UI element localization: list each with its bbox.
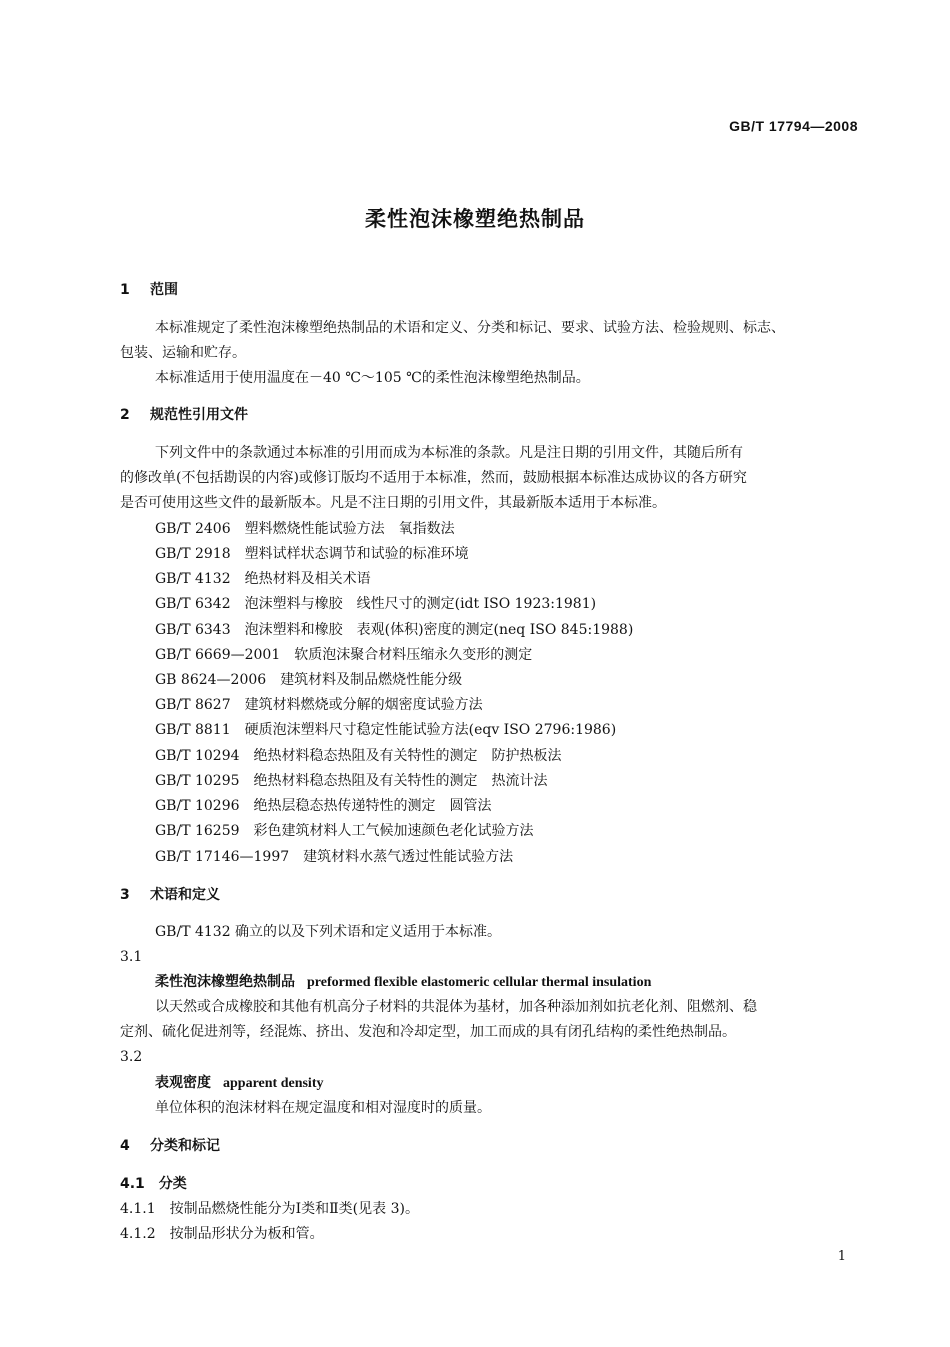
reference-name: 泡沫塑料和橡胶 表观(体积)密度的测定(neq ISO 845:1988) — [244, 622, 634, 638]
reference-item — [155, 646, 532, 664]
section-2-heading — [120, 406, 248, 424]
reference-code: GB/T 10296 — [155, 798, 240, 814]
term-number: 3.1 — [120, 949, 143, 965]
reference-item — [155, 520, 455, 538]
term-heading — [155, 973, 651, 992]
reference-code: GB/T 8627 — [155, 697, 231, 713]
reference-item — [155, 721, 616, 739]
reference-name: 硬质泡沫塑料尺寸稳定性能试验方法(eqv ISO 2796:1986) — [244, 722, 617, 738]
term-definition-continuation: 定剂、硫化促进剂等，经混炼、挤出、发泡和冷却定型，加工而成的具有闭孔结构的柔性绝热制品。 — [120, 1024, 736, 1040]
term-heading — [155, 1074, 323, 1093]
reference-name: 绝热材料稳态热阻及有关特性的测定 热流计法 — [253, 773, 548, 789]
term-english: preformed flexible elastomeric cellular thermal insulation — [307, 975, 652, 990]
reference-item — [155, 595, 596, 613]
term-number: 3.2 — [120, 1049, 143, 1065]
reference-code: GB/T 10295 — [155, 773, 240, 789]
section-3-heading — [120, 886, 220, 904]
reference-code: GB/T 2918 — [155, 546, 231, 562]
reference-code: GB/T 10294 — [155, 748, 240, 764]
reference-code: GB 8624—2006 — [155, 672, 267, 688]
reference-name: 绝热层稳态热传递特性的测定 圆管法 — [253, 798, 492, 814]
section-number: 3 — [120, 887, 130, 903]
reference-code: GB/T 17146—1997 — [155, 849, 290, 865]
paragraph: 下列文件中的条款通过本标准的引用而成为本标准的条款。凡是注日期的引用文件，其随后所有 — [155, 445, 743, 461]
term-definition: 以天然或合成橡胶和其他有机高分子材料的共混体为基材，加各种添加剂如抗老化剂、阻燃剂、稳 — [155, 999, 757, 1015]
section-1-heading — [120, 281, 178, 299]
reference-item — [155, 570, 371, 588]
subsection-heading: 4.1 分类 — [120, 1176, 187, 1192]
reference-name: 彩色建筑材料人工气候加速颜色老化试验方法 — [253, 823, 534, 839]
clause: 4.1.2 按制品形状分为板和管。 — [120, 1226, 324, 1242]
reference-item — [155, 797, 492, 815]
section-4-heading — [120, 1137, 220, 1155]
reference-code: GB/T 6669—2001 — [155, 647, 281, 663]
reference-code: GB/T 6343 — [155, 622, 231, 638]
reference-item — [155, 747, 562, 765]
reference-name: 绝热材料及相关术语 — [244, 571, 371, 587]
section-title: 范围 — [150, 282, 178, 298]
reference-code: GB/T 4132 — [155, 571, 231, 587]
reference-name: 建筑材料燃烧或分解的烟密度试验方法 — [244, 697, 483, 713]
reference-name: 塑料燃烧性能试验方法 氧指数法 — [244, 521, 455, 537]
reference-code: GB/T 6342 — [155, 596, 231, 612]
reference-item — [155, 621, 633, 639]
reference-name: 建筑材料水蒸气透过性能试验方法 — [303, 849, 514, 865]
paragraph-continuation: 的修改单(不包括勘误的内容)或修订版均不适用于本标准，然而，鼓励根据本标准达成协议的各方研究 — [120, 470, 747, 486]
reference-name: 塑料试样状态调节和试验的标准环境 — [244, 546, 469, 562]
reference-item — [155, 772, 548, 790]
section-title: 术语和定义 — [150, 887, 220, 903]
term-definition: 单位体积的泡沫材料在规定温度和相对湿度时的质量。 — [155, 1100, 491, 1116]
reference-code: GB/T 8811 — [155, 722, 231, 738]
paragraph: GB/T 4132 确立的以及下列术语和定义适用于本标准。 — [155, 924, 502, 940]
section-number: 4 — [120, 1138, 130, 1154]
reference-code: GB/T 16259 — [155, 823, 240, 839]
term-chinese: 柔性泡沫橡塑绝热制品 — [155, 974, 295, 990]
section-number: 2 — [120, 407, 130, 423]
term-chinese: 表观密度 — [155, 1075, 211, 1091]
reference-name: 软质泡沫聚合材料压缩永久变形的测定 — [294, 647, 533, 663]
reference-name: 建筑材料及制品燃烧性能分级 — [280, 672, 463, 688]
section-title: 分类和标记 — [150, 1138, 220, 1154]
reference-name: 泡沫塑料与橡胶 线性尺寸的测定(idt ISO 1923:1981) — [244, 596, 597, 612]
reference-name: 绝热材料稳态热阻及有关特性的测定 防护热板法 — [253, 748, 562, 764]
reference-item — [155, 822, 534, 840]
document-title: 柔性泡沫橡塑绝热制品 — [365, 207, 585, 231]
reference-item — [155, 545, 469, 563]
reference-item — [155, 671, 462, 689]
clause: 4.1.1 按制品燃烧性能分为Ⅰ类和Ⅱ类(见表 3)。 — [120, 1201, 419, 1217]
reference-item — [155, 848, 513, 866]
section-title: 规范性引用文件 — [150, 407, 248, 423]
standard-code: GB/T 17794—2008 — [729, 118, 858, 134]
section-number: 1 — [120, 282, 130, 298]
reference-item — [155, 696, 483, 714]
term-english: apparent density — [223, 1076, 324, 1091]
paragraph-continuation: 包装、运输和贮存。 — [120, 345, 246, 361]
reference-code: GB/T 2406 — [155, 521, 231, 537]
paragraph: 本标准适用于使用温度在－40 ℃～105 ℃的柔性泡沫橡塑绝热制品。 — [155, 370, 590, 386]
paragraph: 本标准规定了柔性泡沫橡塑绝热制品的术语和定义、分类和标记、要求、试验方法、检验规则、标志、 — [155, 320, 785, 336]
page-number: 1 — [837, 1249, 846, 1264]
paragraph-continuation: 是否可使用这些文件的最新版本。凡是不注日期的引用文件，其最新版本适用于本标准。 — [120, 495, 666, 511]
